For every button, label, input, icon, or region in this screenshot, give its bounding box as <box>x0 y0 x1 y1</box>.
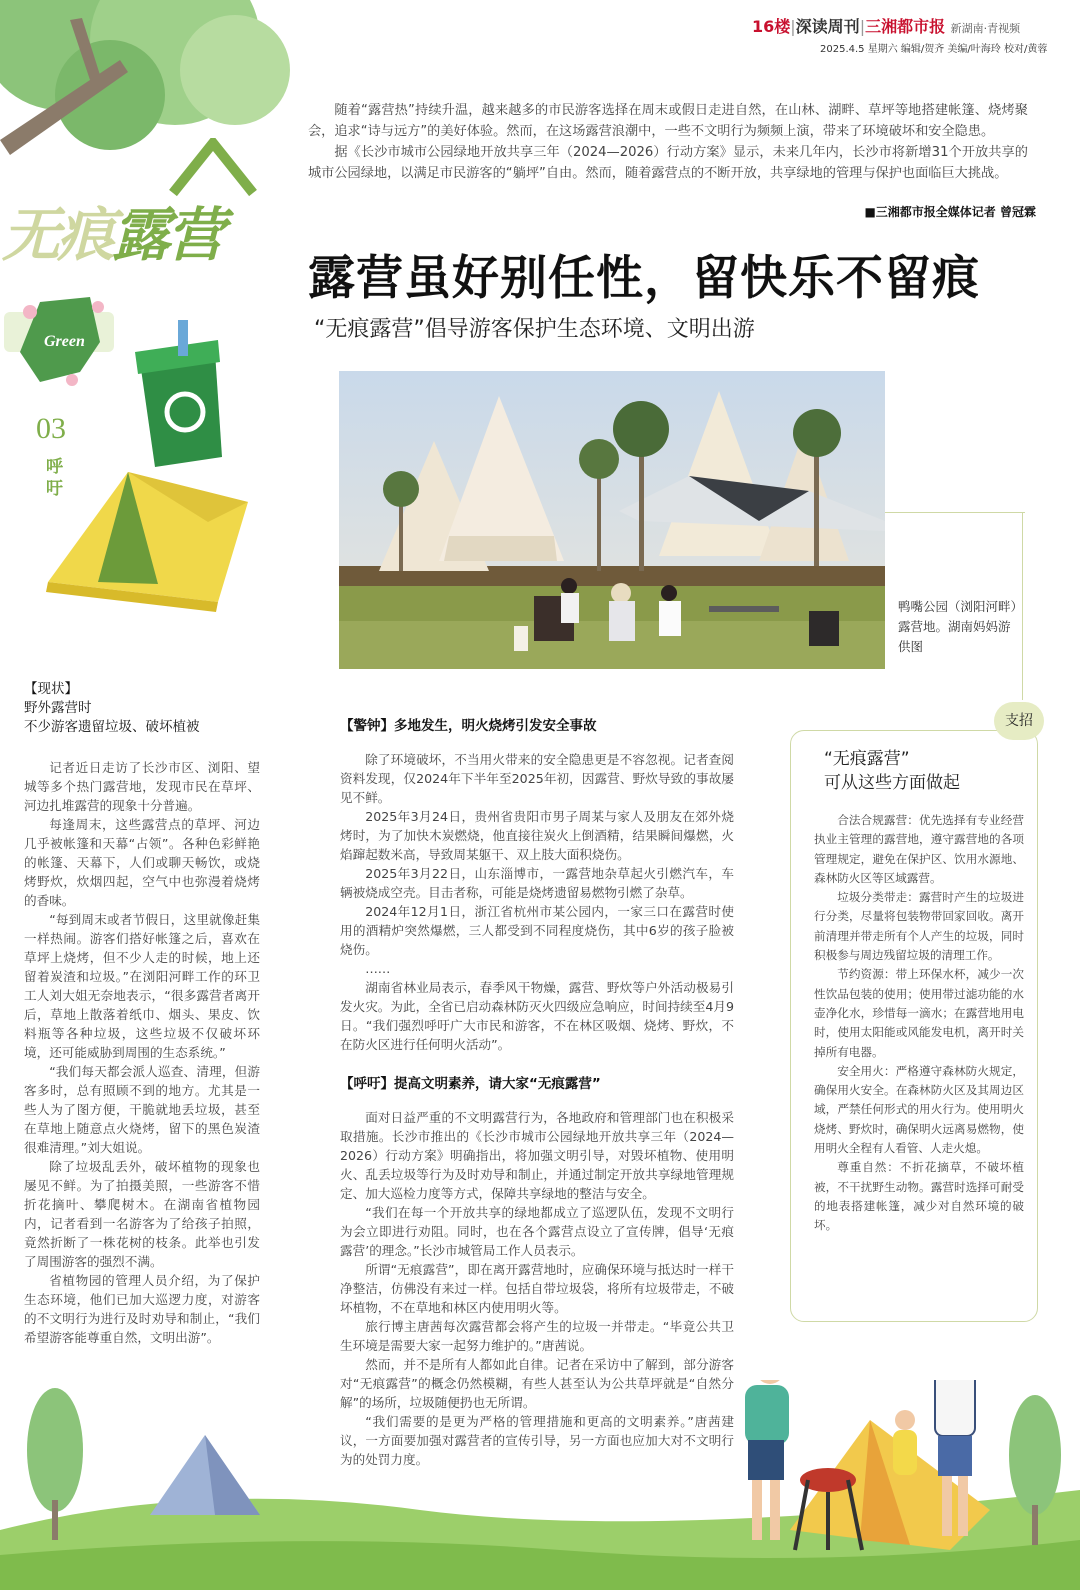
section1-heading <box>24 680 294 737</box>
column-name: 深读周刊 <box>795 17 860 36</box>
intro-paragraph: 随着“露营热”持续升温，越来越多的市民游客选择在周末或假日走进自然，在山林、湖畔、草坪等地搭建帐篷、烧烤聚会，追求“诗与远方”的美好体验。然而，在这场露营浪潮中，一些不文明行为频频上演，带来了环境破坏和安全隐患。 <box>308 103 1028 139</box>
paragraph: 湖南省林业局表示，春季风干物燥，露营、野炊等户外活动极易引发火灾。为此，全省已启动森林防灭火四级应急响应，时间持续至4月9日。“我们强烈呼吁广大市民和游客，不在林区吸烟、烧烤、野炊，不在防火区进行任何明火活动”。 <box>340 980 734 1052</box>
paragraph: 每逢周末，这些露营点的草坪、河边几乎被帐篷和天幕“占领”。各种色彩鲜艳的帐篷、天幕下，人们或聊天畅饮，或烧烤野炊，炊烟四起，空气中也弥漫着烧烤的香味。 <box>24 817 260 908</box>
section1-title-line2: 不少游客遗留垃圾、破坏植被 <box>24 719 200 735</box>
paragraph: 除了环境破坏，不当用火带来的安全隐患更是不容忽视。记者查阅资料发现，仅2024年下半年至2025年初，因露营、野炊导致的事故屡见不鲜。 <box>340 752 734 805</box>
section-title-part2: 露营 <box>112 203 223 268</box>
campsite-photo-image <box>339 371 885 669</box>
paragraph: 然而，并不是所有人都如此自律。记者在采访中了解到，部分游客对“无痕露营”的概念仍然模糊，有些人甚至认为公共草坪就是“自然分解”的场所，垃圾随便扔也无所谓。 <box>340 1357 734 1410</box>
paragraph: …… <box>365 961 391 976</box>
caption-line <box>885 512 1025 513</box>
caption-line-vertical <box>1022 512 1023 700</box>
paragraph: 面对日益严重的不文明露营行为，各地政府和管理部门也在积极采取措施。长沙市推出的《长沙市城市公园绿地开放共享三年（2024—2026）行动方案》明确指出，将加强文明引导，对毁坏植物、使用明火、乱丢垃圾等行为及时劝导和制止，并通过制定开放共享绿地管理规定、加大巡检力度等方式，保障共享绿地的整洁与安全。 <box>340 1110 734 1201</box>
section2-heading: 【警钟】多地发生，明火烧烤引发安全事故 <box>340 718 597 734</box>
paragraph: “每到周末或者节假日，这里就像赶集一样热闹。游客们搭好帐篷之后，喜欢在草坪上烧烤，但不少人走的时候，地上还留着炭渣和垃圾。”在浏阳河畔工作的环卫工人刘大姐无奈地表示，“很多露营者离开后，草地上散落着纸巾、烟头、果皮、饮料瓶等各种垃圾，这些垃圾不仅破坏环境，还可能威胁到周围的生态系统。” <box>24 912 260 1060</box>
tip-paragraph: 节约资源：带上环保水杯，减少一次性饮品包装的使用；使用带过滤功能的水壶净化水，珍惜每一滴水；在露营地用电时，使用太阳能或风能发电机，离开时关掉所有电器。 <box>814 967 1024 1059</box>
dateline: 2025.4.5 星期六 编辑/贺齐 美编/叶海玲 校对/黄蓉 <box>820 44 1048 55</box>
bottom-illustration <box>0 1380 1080 1590</box>
section3-heading: 【呼吁】提高文明素养，请大家“无痕露营” <box>340 1076 601 1092</box>
app-name: 新湖南·青视频 <box>950 22 1021 35</box>
tip-paragraph: 垃圾分类带走：露营时产生的垃圾进行分类，尽量将包装物带回家回收。离开前清理并带走所有个人产生的垃圾，同时积极参与周边残留垃圾的清理工作。 <box>814 890 1024 963</box>
section1-body <box>24 758 260 1347</box>
paragraph: “我们每天都会派人巡查、清理，但游客多时，总有照顾不到的地方。尤其是一些人为了图方便，干脆就地丢垃圾，甚至在草地上随意点火烧烤，留下的黑色炭渣很难清理。”刘大姐说。 <box>24 1064 260 1155</box>
paragraph: 2024年12月1日，浙江省杭州市某公园内，一家三口在露营时使用的酒精炉突然爆燃，三人都受到不同程度烧伤，其中6岁的孩子脸被烧伤。 <box>340 904 734 957</box>
paragraph: 所谓“无痕露营”，即在离开露营地时，应确保环境与抵达时一样干净整洁，仿佛没有来过一样。包括自带垃圾袋，将所有垃圾带走，不破坏植物，不在草地和林区内使用明火等。 <box>340 1262 734 1315</box>
tip-paragraph: 尊重自然：不折花摘草，不破坏植被，不干扰野生动物。露营时选择可耐受的地表搭建帐篷，减少对自然环境的破坏。 <box>814 1160 1024 1233</box>
paragraph: 2025年3月22日，山东淄博市，一露营地杂草起火引燃汽车，车辆被烧成空壳。目击者称，可能是烧烤遗留易燃物引燃了杂草。 <box>340 866 734 900</box>
newspaper-name: 三湘都市报 <box>865 17 946 36</box>
paragraph: 2025年3月24日，贵州省贵阳市男子周某与家人及朋友在郊外烧烤时，为了加快木炭燃烧，他直接往炭火上倒酒精，结果瞬间爆燃，火焰蹿起数米高，导致周某躯干、双上肢大面积烧伤。 <box>340 809 734 862</box>
issue-label: 呼吁 <box>46 457 63 499</box>
sidebar-title-line2: 可从这些方面做起 <box>824 773 960 793</box>
issue-number: 03 <box>36 412 66 445</box>
photo-caption: 鸭嘴公园（浏阳河畔）露营地。湖南妈妈游 供图 <box>898 599 1017 654</box>
tree-illustration <box>0 0 310 190</box>
intro <box>308 100 1028 184</box>
section1-title-line1: 野外露营时 <box>24 700 92 716</box>
paragraph: 旅行博主唐茜每次露营都会将产生的垃圾一并带走。“毕竟公共卫生环境是需要大家一起努力维护的。”唐茜说。 <box>340 1319 734 1353</box>
sidebar-title <box>824 747 1024 795</box>
section1-tag: 【现状】 <box>24 681 78 697</box>
green-label: Green <box>44 333 85 350</box>
subheadline: “无痕露营”倡导游客保护生态环境、文明出游 <box>314 317 755 342</box>
page-number: 16楼 <box>752 17 791 36</box>
campsite-photo <box>339 371 885 669</box>
byline: ■三湘都市报全媒体记者 曾冠霖 <box>864 205 1036 219</box>
section-title <box>2 188 292 268</box>
paragraph: 除了垃圾乱丢外，破坏植物的现象也屡见不鲜。为了拍摄美照，一些游客不惜折花摘叶、攀爬树木。在湖南省植物园内，记者看到一名游客为了给孩子拍照，竟然折断了一株花树的枝条。此举也引发了周围游客的强烈不满。 <box>24 1159 260 1269</box>
headline: 露营虽好别任性，留快乐不留痕 <box>308 251 980 306</box>
tip-paragraph: 安全用火：严格遵守森林防火规定，确保用火安全。在森林防火区及其周边区域，严禁任何形式的用火行为。使用明火烧烤、野炊时，确保明火远离易燃物，使用明火全程有人看管、人走火熄。 <box>814 1063 1024 1156</box>
masthead: 16楼|深读周刊|三湘都市报 新湖南·青视频 <box>752 17 1021 36</box>
intro-paragraph: 据《长沙市城市公园绿地开放共享三年（2024—2026）行动方案》显示，未来几年内，长沙市将新增31个开放共享的城市公园绿地，以满足市民游客的“躺坪”自由。然而，随着露营点的不断开放，共享绿地的管理与保护也面临巨大挑战。 <box>308 145 1028 181</box>
section-title-part1: 无痕 <box>2 203 113 268</box>
section2-body <box>340 750 734 1054</box>
paragraph: “我们需要的是更为严格的管理措施和更高的文明素养。”唐茜建议，一方面要加强对露营者的宣传引导，另一方面也应加大对不文明行为的处罚力度。 <box>340 1414 734 1467</box>
paragraph: 省植物园的管理人员介绍，为了保护生态环境，他们已加大巡逻力度，对游客的不文明行为进行及时劝导和制止，“我们希望游客能尊重自然，文明出游”。 <box>24 1273 260 1345</box>
sidebar-body <box>814 811 1024 1236</box>
tips-badge: 支招 <box>994 702 1044 740</box>
tent-illustration <box>38 462 258 622</box>
recycle-illustration <box>0 282 240 482</box>
tip-paragraph: 合法合规露营：优先选择有专业经营执业主管理的露营地，遵守露营地的各项管理规定，避免在保护区、饮用水源地、森林防火区等区域露营。 <box>814 813 1024 885</box>
sidebar-title-line1: “无痕露营” <box>824 749 910 769</box>
paragraph: “我们在每一个开放共享的绿地都成立了巡逻队伍，发现不文明行为会立即进行劝阻。同时，也在各个露营点设立了宣传牌，倡导‘无痕露营’的理念。”长沙市城管局工作人员表示。 <box>340 1205 734 1258</box>
paragraph: 记者近日走访了长沙市区、浏阳、望城等多个热门露营地，发现市民在草坪、河边扎堆露营的现象十分普遍。 <box>24 760 260 813</box>
